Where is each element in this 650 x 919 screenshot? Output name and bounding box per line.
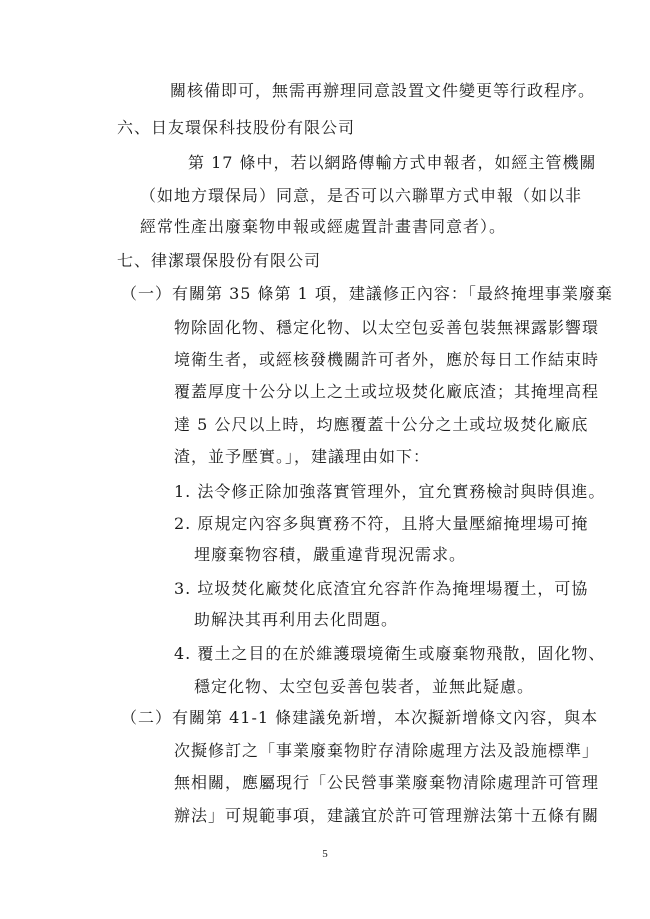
text-line: 渣，並予壓實。」，建議理由如下：	[174, 447, 431, 466]
text-line: 辦法」可規範事項，建議宜於許可管理辦法第十五條有關	[174, 806, 600, 825]
text-line: （二）有關第 41-1 條建議免新增，本次擬新增條文內容，與本	[121, 708, 599, 727]
text-line: 埋廢棄物容積，嚴重違背現況需求。	[194, 545, 467, 564]
text-line: 無相關，應屬現行「公民營事業廢棄物清除處理許可管理	[174, 773, 600, 792]
page-number: 5	[322, 848, 328, 860]
text-line: 經常性產出廢棄物申報或經處置計畫書同意者）。	[140, 217, 507, 236]
text-line: 助解決其再利用去化問題。	[194, 610, 399, 629]
text-line: 穩定化物、太空包妥善包裝者，並無此疑慮。	[194, 677, 535, 696]
text-line: 物除固化物、穩定化物、以太空包妥善包裝無裸露影響環	[174, 318, 600, 337]
list-item-3: 3. 垃圾焚化廠焚化底渣宜允容許作為掩埋場覆土，可協	[174, 579, 589, 598]
text-line: 第 17 條中，若以網路傳輸方式申報者，如經主管機關	[188, 153, 597, 172]
text-line: 關核備即可，無需再辦理同意設置文件變更等行政程序。	[170, 81, 596, 100]
text-line: （一）有關第 35 條第 1 項，建議修正內容：「最終掩埋事業廢棄	[121, 284, 613, 303]
list-item-1: 1. 法令修正除加強落實管理外，宜允實務檢討與時俱進。	[174, 482, 606, 501]
text-line: （如地方環保局）同意，是否可以六聯單方式申報（如以非	[140, 186, 583, 205]
text-line: 次擬修訂之「事業廢棄物貯存清除處理方法及設施標準」	[174, 741, 600, 760]
section-heading-6: 六、日友環保科技股份有限公司	[117, 118, 356, 137]
section-heading-7: 七、律潔環保股份有限公司	[117, 251, 322, 270]
list-item-2: 2. 原規定內容多與實務不符，且將大量壓縮掩埋場可掩	[174, 514, 589, 533]
text-line: 覆蓋厚度十公分以上之土或垃圾焚化廠底渣；其掩埋高程	[174, 382, 600, 401]
text-line: 境衛生者，或經核發機關許可者外，應於每日工作結束時	[174, 350, 600, 369]
text-line: 達 5 公尺以上時，均應覆蓋十公分之土或垃圾焚化廠底	[174, 415, 589, 434]
list-item-4: 4. 覆土之目的在於維護環境衛生或廢棄物飛散，固化物、	[174, 644, 606, 663]
